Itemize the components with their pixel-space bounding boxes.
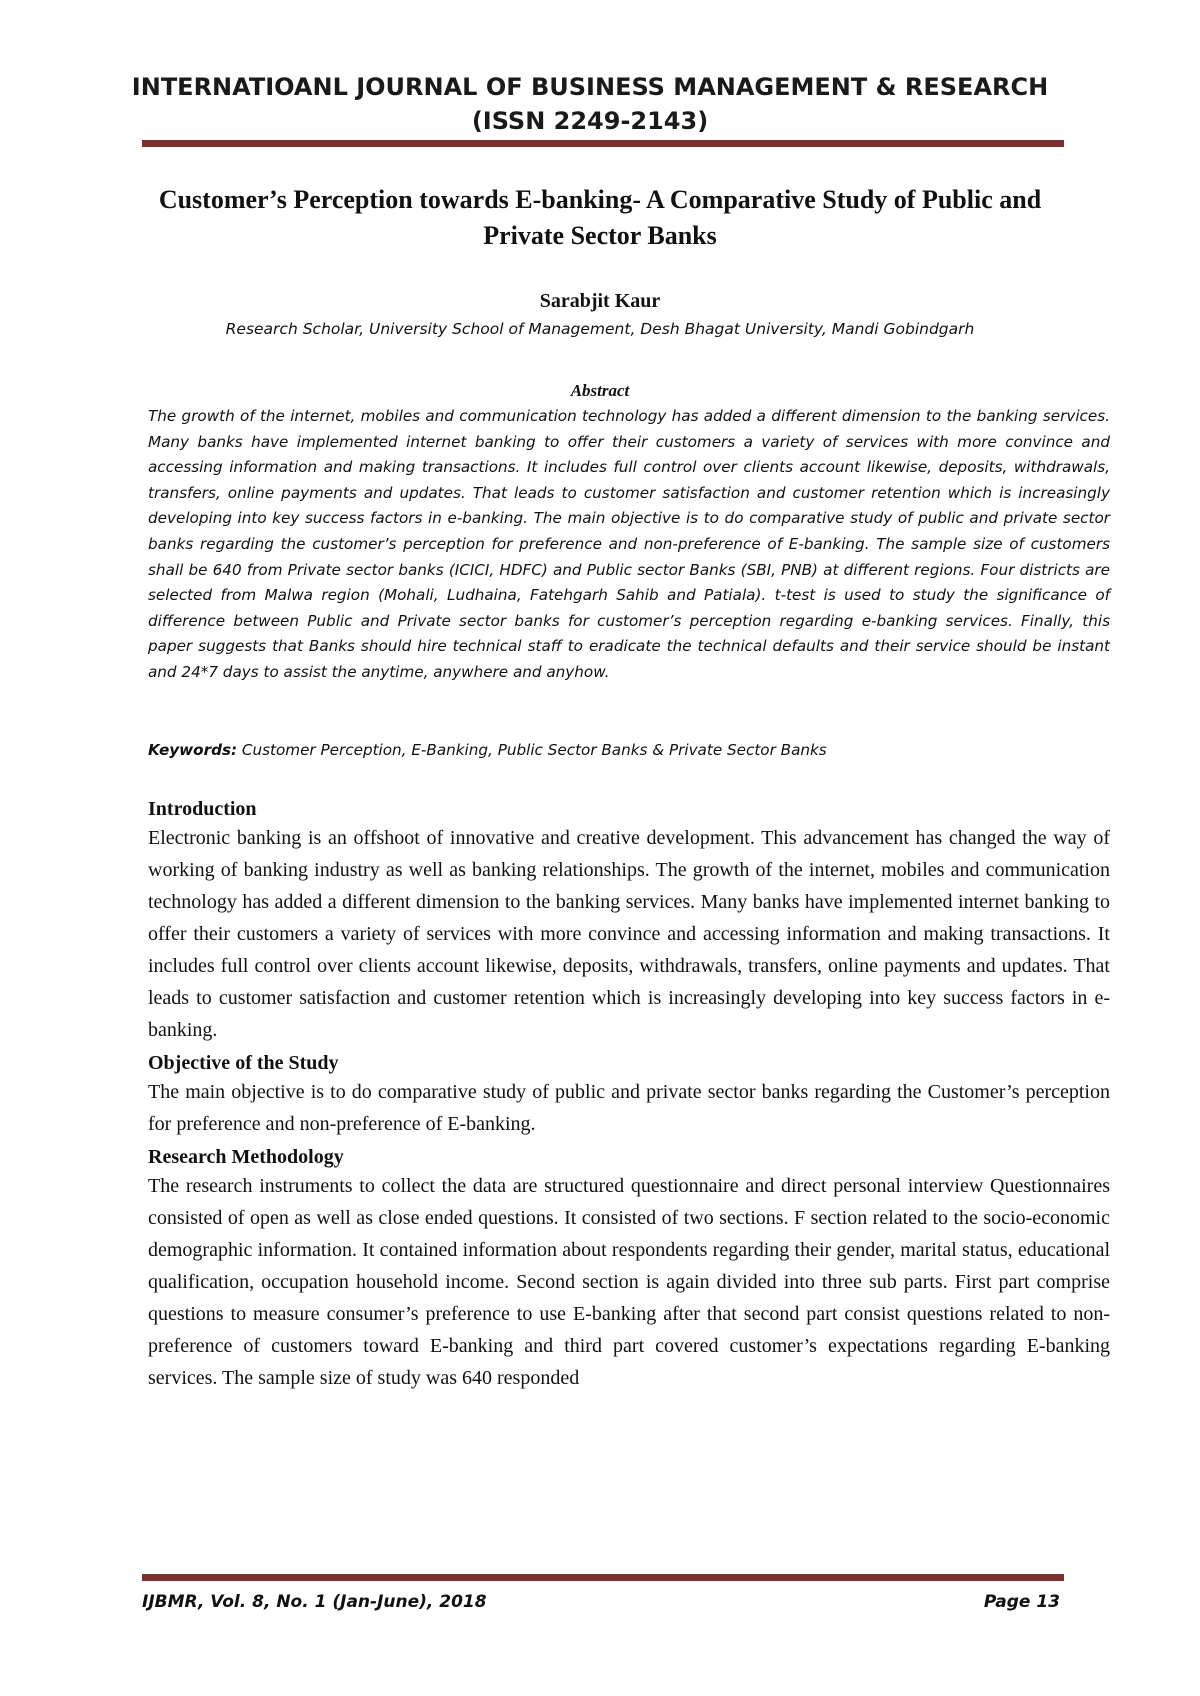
abstract-heading: Abstract bbox=[570, 381, 630, 400]
journal-name: INTERNATIOANL JOURNAL OF BUSINESS MANAGEMENT & RESEARCH bbox=[131, 73, 1049, 101]
footer-citation: IJBMR, Vol. 8, No. 1 (Jan-June), 2018 bbox=[142, 1592, 487, 1612]
footer-divider bbox=[142, 1574, 1064, 1581]
section-text-methodology: The research instruments to collect the data are structured questionnaire and direct personal interview Questionnaires consisted of open as well as close ended questions. It consisted of two sections. F section related to the socio-economic demographic information. It contained information about respondents regarding their gender, marital status, educational qualification, occupation household income. Second section is again divided into three sub parts. First part comprise questions to measure consumer’s preference to use E-banking after that second part consist questions related to non-preference of customers toward E-banking and third part covered customer’s expectations regarding E-banking services. The sample size of study was 640 responded bbox=[148, 1175, 1110, 1389]
section-heading-objective: Objective of the Study bbox=[148, 1052, 339, 1074]
section-text-introduction: Electronic banking is an offshoot of innovative and creative development. This advancement has changed the way of working of banking industry as well as banking relationships. The growth of the internet, mobiles and communication technology has added a different dimension to the banking services. Many banks have implemented internet banking to offer their customers a variety of services with more convince and accessing information and making transactions. It includes full control over clients account likewise, deposits, withdrawals, transfers, online payments and updates. That leads to customer satisfaction and customer retention which is increasingly developing into key success factors in e-banking. bbox=[148, 827, 1110, 1041]
body-sections bbox=[148, 796, 1110, 1398]
keywords-list: Customer Perception, E-Banking, Public Sector Banks & Private Sector Banks bbox=[241, 741, 827, 759]
journal-issn: (ISSN 2249-2143) bbox=[471, 107, 709, 135]
section-heading-methodology: Research Methodology bbox=[148, 1146, 344, 1168]
page-number: Page 13 bbox=[983, 1592, 1060, 1612]
author-name: Sarabjit Kaur bbox=[539, 290, 661, 312]
paper-title bbox=[120, 182, 1080, 254]
header-divider bbox=[142, 140, 1064, 147]
paper-title-line-1: Customer’s Perception towards E-banking- A Comparative Study of Public and bbox=[158, 185, 1042, 214]
author-affiliation: Research Scholar, University School of Management, Desh Bhagat University, Mandi Gobindgarh bbox=[225, 320, 975, 338]
section-text-objective: The main objective is to do comparative study of public and private sector banks regarding the Customer’s perception for preference and non-preference of E-banking. bbox=[148, 1081, 1110, 1135]
keywords-label: Keywords: bbox=[148, 741, 238, 759]
keywords bbox=[148, 738, 1110, 762]
journal-title bbox=[120, 70, 1060, 138]
abstract-text: The growth of the internet, mobiles and communication technology has added a different dimension to the banking services. Many banks have implemented internet banking to offer their customers a variety of services with more convince and accessing information and making transactions. It includes full control over clients account likewise, deposits, withdrawals, transfers, online payments and updates. That leads to customer satisfaction and customer retention which is increasingly developing into key success factors in e-banking. The main objective is to do comparative study of public and private sector banks regarding the customer’s perception for preference and non-preference of E-banking. The sample size of customers shall be 640 from Private sector banks (ICICI, HDFC) and Public sector Banks (SBI, PNB) at different regions. Four districts are selected from Malwa region (Mohali, Ludhaina, Fatehgarh Sahib and Patiala). t-test is used to study the significance of difference between Public and Private sector banks for customer’s perception regarding e-banking services. Finally, this paper suggests that Banks should hire technical staff to eradicate the technical defaults and their service should be instant and 24*7 days to assist the anytime, anywhere and anyhow. bbox=[148, 407, 1110, 681]
paper-title-line-2: Private Sector Banks bbox=[483, 221, 717, 250]
section-heading-introduction: Introduction bbox=[148, 798, 257, 820]
